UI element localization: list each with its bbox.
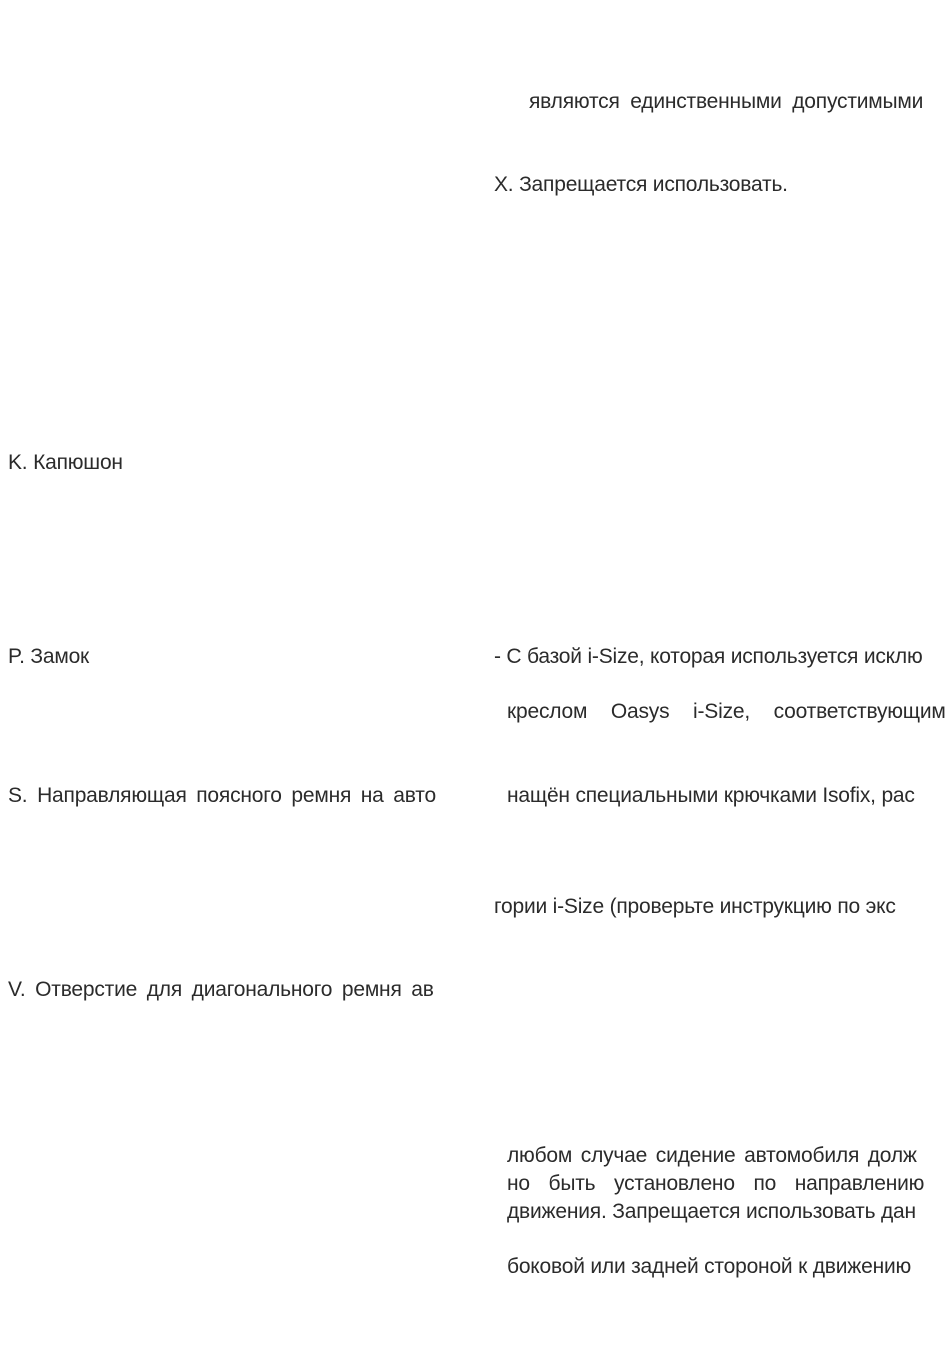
part-label-v-diagonal-belt-slot: V. Отверстие для диагонального ремня ав	[8, 978, 434, 1001]
text-line-forbidden-note: X. Запрещается использовать.	[494, 173, 788, 196]
text-line-direction-4: боковой или задней стороной к движению	[507, 1255, 912, 1278]
text-line-permitted: являются единственными допустимыми	[529, 90, 924, 113]
text-line-direction-2: но быть установлено по направлению	[507, 1172, 925, 1195]
part-label-p-buckle: P. Замок	[8, 645, 90, 668]
text-line-base-item-3: нащён специальными крючками Isofix, рас	[507, 784, 915, 807]
text-line-base-item-2: креслом Oasys i-Size, соответствующим	[507, 700, 946, 723]
part-label-k-hood: K. Капюшон	[8, 451, 123, 474]
text-line-direction-3: движения. Запрещается использовать дан	[507, 1200, 916, 1223]
text-line-direction-1: любом случае сидение автомобиля долж	[507, 1144, 917, 1167]
part-label-s-lap-belt-guide: S. Направляющая поясного ремня на авто	[8, 784, 436, 807]
text-line-base-item-4: гории i-Size (проверьте инструкцию по экс	[494, 895, 896, 918]
text-line-base-item-1: - С базой i-Size, которая используется исклю	[494, 645, 923, 668]
